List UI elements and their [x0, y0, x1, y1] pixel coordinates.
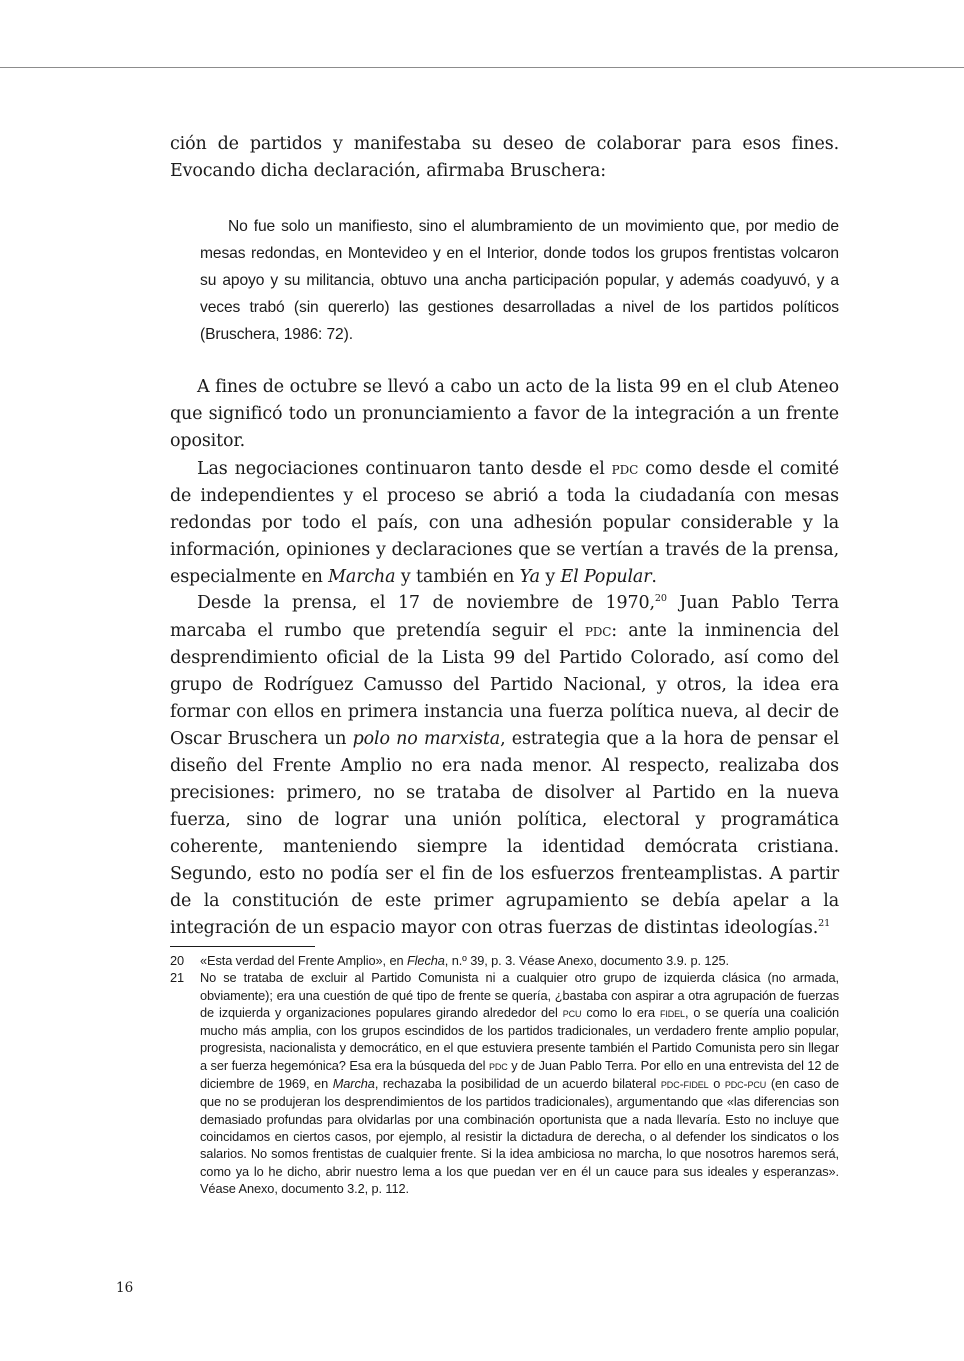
- fn21-text-b: como lo era: [581, 1004, 660, 1020]
- fn21-text-c: , o se quería una coalición mucho más amplia, con los grupos escindidos de los partidos tradicionales, un verdadero frente amplio popular, progresista, nacionalista y democrático, en el que estuviera presente también el Partido Comunista pero sin llegar a ser fuerza hegemónica? Esa era la búsqueda del: [200, 1004, 839, 1073]
- p4-text-a: Desde la prensa, el 17 de noviembre de 1970,: [197, 593, 655, 613]
- footnote-number-20: 20: [170, 953, 185, 968]
- footnote-rule: [170, 946, 315, 947]
- p3-title-marcha: Marcha: [328, 567, 396, 587]
- p4-emphasis-polo: polo no marxista: [352, 729, 501, 749]
- paragraph-3: [170, 455, 839, 591]
- p4-abbr-pdc: pdc: [584, 621, 612, 640]
- paragraph-group-3: [170, 590, 839, 942]
- fn21-text-g: (en caso de que no se produjeran los desprendimientos de los partidos tradicionales), argumentando que «las diferencias son demasiado profundas para olvidarlas por una combinación oportunista que a nada llevaría. Esto no incluye que coincidamos en ciertos casos, por ejemplo, al resistir la dictadura de derecha, o al defender los sindicatos o los salarios. No somos frentistas de cualquier frente. Si la idea ambiciosa no marcha, lo que nosotros haremos será, como ya lo he dicho, abrir nuestro lema a los que puedan ver en él un cauce para sus ideales y esperanzas». Véase Anexo, documento 3.2, p. 112.: [200, 1076, 839, 1196]
- p3-title-ya: Ya: [519, 567, 540, 587]
- p4-text-c: : ante la inminencia del desprendimiento oficial de la Lista 99 del Partido Colorado, así como del grupo de Rodríguez Camusso del Partido Nacional, y otros, la idea era formar con ellos en primera instancia una fuerza política nueva, al decir de Oscar Bruschera un: [170, 621, 839, 749]
- p3-text-e: .: [651, 567, 657, 587]
- fn21-abbr-pdc-fidel: pdc-fidel: [660, 1077, 709, 1092]
- fn21-abbr-pdc: pdc: [488, 1058, 508, 1073]
- paragraph-1: ción de partidos y manifestaba su deseo de colaborar para esos fines. Evocando dicha declaración, afirmaba Bruschera:: [170, 134, 839, 181]
- fn21-abbr-pcu: pcu: [562, 1005, 582, 1020]
- fn21-title-marcha: Marcha: [332, 1076, 375, 1092]
- paragraph-intro: [170, 131, 839, 185]
- fn20-text-a: «Esta verdad del Frente Amplio», en: [200, 953, 407, 968]
- p4-text-b: Juan Pablo Terra marcaba el rumbo que pretendía seguir el: [170, 593, 839, 641]
- p3-text-a: Las negociaciones continuaron tanto desde el: [197, 459, 612, 479]
- fn21-abbr-pdc-pcu: pdc-pcu: [724, 1077, 767, 1092]
- page-number: 16: [116, 1280, 134, 1296]
- header-rule: [0, 67, 964, 68]
- fn21-text-a: No se trataba de excluir al Partido Comunista ni a cualquier otro grupo de izquierda clásica (no armada, obviamente); era una cuestión de qué tipo de frente se quería, ¿bastaba con aspirar a otra agrupación de fuerzas de izquierda y organizaciones populares girando alrededor del: [200, 970, 839, 1020]
- quote-text: No fue solo un manifiesto, sino el alumbramiento de un movimiento que, por medio de mesas redondas, en Montevideo y en el Interior, donde todos los grupos frentistas volcaron su apoyo y su militancia, obtuvo una ancha participación popular, y además coadyuvó, y a veces trabó (sin quererlo) las gestiones desarrolladas a nivel de los partidos políticos (Bruschera, 1986: 72).: [200, 218, 839, 343]
- p3-title-el-popular: El Popular: [560, 567, 652, 587]
- paragraph-4: [170, 590, 839, 942]
- paragraph-group-2: [170, 374, 839, 591]
- p4-text-d: , estrategia que a la hora de pensar el diseño del Frente Amplio no era nada menor. Al respecto, realizaba dos precisiones: primero, no se trataba de disolver al Partido en la nueva fuerza, sino de lograr una unión política, electoral y programática coherente, manteniendo siempre la identidad demócrata cristiana. Segundo, esto no podía ser el fin de los esfuerzos frenteamplistas. A partir de la constitución de este primer agrupamiento se debía apelar a la integración de un espacio mayor con otras fuerzas de distintas ideologías.: [170, 729, 840, 938]
- fn21-text-d: y de Juan Pablo Terra. Por ello en una entrevista del 12 de diciembre de 1969, en: [200, 1057, 839, 1092]
- p3-text-d: y: [539, 567, 561, 587]
- fn21-abbr-fidel: fidel: [659, 1005, 685, 1020]
- footnote-number-21: 21: [170, 970, 185, 986]
- footnote-20: [170, 952, 839, 969]
- p3-abbr-pdc: pdc: [611, 459, 639, 478]
- footnote-ref-20[interactable]: 20: [654, 593, 667, 605]
- fn20-text-b: , n.º 39, p. 3. Véase Anexo, documento 3.9. p. 125.: [444, 953, 729, 968]
- fn21-text-f: o: [708, 1076, 725, 1092]
- p3-text-c: y también en: [395, 567, 520, 587]
- paragraph-2: A fines de octubre se llevó a cabo un acto de la lista 99 en el club Ateneo que significó todo un pronunciamiento a favor de la integración a un frente opositor.: [170, 377, 839, 451]
- fn20-title-flecha: Flecha: [406, 953, 445, 968]
- footnotes: [170, 952, 839, 1197]
- fn21-text-e: , rechazaba la posibilidad de un acuerdo bilateral: [374, 1076, 661, 1092]
- p3-text-b: como desde el comité de independientes y el proceso se abrió a toda la ciudadanía con mesas redondas por todo el país, con una adhesión popular considerable y la información, opiniones y declaraciones que se vertían a través de la prensa, especialmente en: [170, 459, 839, 587]
- footnote-ref-21[interactable]: 21: [818, 918, 831, 930]
- block-quote: [200, 213, 839, 348]
- footnote-21: [170, 969, 839, 1197]
